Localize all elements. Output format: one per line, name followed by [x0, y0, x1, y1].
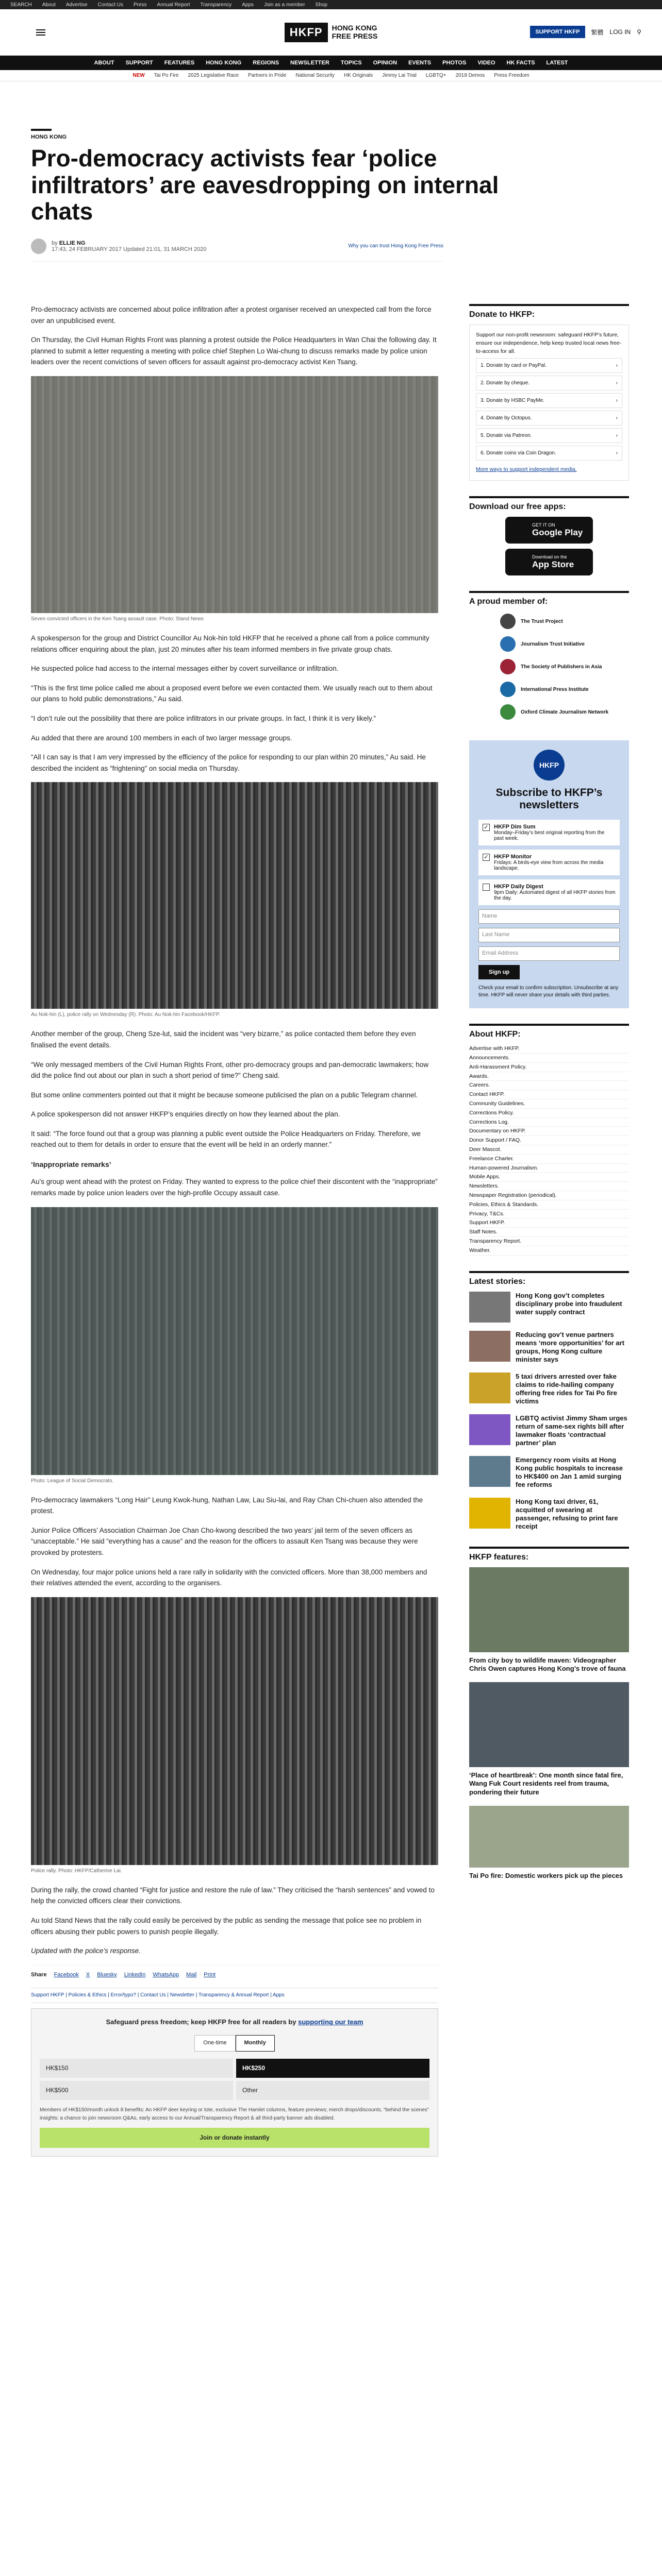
- option-desc: Monday–Friday’s best original reporting from the past week.: [494, 830, 605, 842]
- payment-options: [476, 358, 622, 461]
- email-field[interactable]: Email Address: [478, 946, 620, 961]
- payment-label: 3. Donate by HSBC PayMe.: [481, 398, 544, 404]
- payment-option[interactable]: [476, 393, 622, 408]
- story-title: Hong Kong taxi driver, 61, acquitted of swearing at passenger, refusing to print fare receipt: [516, 1497, 618, 1531]
- about-link[interactable]: Donor Support / FAQ.: [469, 1136, 629, 1145]
- article-title: Pro-democracy activists fear ‘police infiltrators’ are eavesdropping on internal chats: [31, 145, 499, 225]
- trending-lgbtq[interactable]: LGBTQ+: [425, 73, 446, 78]
- feature-image: [469, 1682, 629, 1767]
- member-name: Journalism Trust Initiative: [521, 641, 585, 647]
- article-photo-rally: [31, 782, 438, 1009]
- trending-2019-demos[interactable]: 2019 Demos: [455, 73, 485, 78]
- about-link[interactable]: Contact HKFP.: [469, 1090, 629, 1099]
- trending-hk-originals[interactable]: HK Originals: [343, 73, 373, 78]
- amount-grid: [40, 2059, 429, 2100]
- monthly-option[interactable]: Monthly: [236, 2035, 275, 2052]
- donate-widget: [469, 325, 629, 481]
- donate-heading: [40, 2017, 429, 2028]
- paragraph: It said: “The force found out that a group was planning a public event outside the Police Headquarters on Friday. Therefore, we reached out to them for details in order to ensure that the event will be held in an orderly manner.”: [31, 1129, 421, 1149]
- site-header: [0, 9, 662, 56]
- sopa-icon: [500, 659, 516, 674]
- donate-box: [31, 2008, 438, 2157]
- nav-features[interactable]: FEATURES: [164, 60, 195, 66]
- paragraph: On Wednesday, four major police unions held a rare rally in solidarity with the convicted officers. More than 38,000 members and their relatives attended the event, according to the organisers.: [31, 1568, 427, 1587]
- join-donate-button[interactable]: Join or donate instantly: [40, 2128, 429, 2148]
- paragraph: Pro-democracy activists are concerned about police infiltration after a protest organiser received an unexpected call from the force over an unpublicised event.: [31, 306, 432, 325]
- topbar-link-press[interactable]: Press: [133, 2, 147, 8]
- latest-story[interactable]: [469, 1372, 629, 1406]
- support-links[interactable]: Support HKFP | Policies & Ethics | Error/typo? | Contact Us | Newsletter | Transparency & Annual Report | Apps: [31, 1988, 438, 2003]
- about-link[interactable]: Freelance Charter.: [469, 1155, 629, 1164]
- nav-about[interactable]: ABOUT: [94, 60, 114, 66]
- member-name: Oxford Climate Journalism Network: [521, 709, 609, 715]
- story-title: Emergency room visits at Hong Kong public hospitals to increase to HK$400 on Jan 1 amid surging fee reforms: [516, 1455, 623, 1489]
- newsletter-option-dim-sum[interactable]: [478, 820, 620, 845]
- option-name: HKFP Dim Sum: [494, 824, 536, 831]
- story-title: Reducing gov’t venue partners means ‘more opportunities’ for art groups, Hong Kong culture minister says: [516, 1330, 624, 1364]
- about-link[interactable]: Anti-Harassment Policy.: [469, 1063, 629, 1072]
- apple-big: App Store: [532, 560, 574, 569]
- nav-photos[interactable]: PHOTOS: [442, 60, 467, 66]
- article-photo-officers: [31, 376, 438, 613]
- amount-option-selected[interactable]: HK$250: [236, 2059, 429, 2078]
- payment-option[interactable]: [476, 411, 622, 426]
- update-note: Updated with the police’s response.: [31, 1947, 141, 1955]
- feature-story[interactable]: [469, 1806, 629, 1880]
- about-link[interactable]: Newsletters.: [469, 1182, 629, 1191]
- paragraph: A spokesperson for the group and District Councillor Au Nok-hin told HKFP that he received a phone call from a police community relations officer enquiring about the plan, just 20 minutes after his team informed members in five private group chats.: [31, 634, 429, 653]
- logo-text: [332, 24, 378, 40]
- about-link[interactable]: Corrections Log.: [469, 1118, 629, 1127]
- about-links: [469, 1044, 629, 1255]
- nav-support[interactable]: SUPPORT: [125, 60, 153, 66]
- logo-line1: HONG KONG: [332, 24, 377, 32]
- nav-latest[interactable]: LATEST: [546, 60, 568, 66]
- about-link[interactable]: Newspaper Registration (periodical).: [469, 1191, 629, 1200]
- about-link[interactable]: Advertise with HKFP.: [469, 1044, 629, 1054]
- share-x[interactable]: X: [86, 1971, 90, 1978]
- section-heading: ‘Inappropriate remarks’: [31, 1160, 111, 1169]
- last-name-field[interactable]: Last Name: [478, 928, 620, 942]
- paragraph: “All I can say is that I am very impressed by the efficiency of the police for responding to our plan within 20 minutes,” Au said. He described the incident as “frightening” on social media on Thursday.: [31, 753, 426, 772]
- feature-title: Tai Po fire: Domestic workers pick up the pieces: [469, 1871, 623, 1879]
- paragraph: Au’s group went ahead with the protest on Friday. They wanted to express to the police chief their discontent with the “inappropriate” remarks made by police union leaders over the high-profile Occupy assault case.: [31, 1178, 438, 1197]
- option-desc: Fridays: A birds-eye view from across the media landscape.: [494, 860, 604, 872]
- about-link[interactable]: Awards.: [469, 1072, 629, 1081]
- topbar-link-advertise[interactable]: Advertise: [65, 2, 88, 8]
- feature-title: ‘Place of heartbreak’: One month since fatal fire, Wang Fuk Court residents reel from trauma, pondering their future: [469, 1771, 623, 1796]
- newsletter-title: Subscribe to HKFP’s newsletters: [495, 787, 603, 811]
- chevron-right-icon: ›: [616, 415, 618, 421]
- trust-link[interactable]: Why you can trust Hong Kong Free Press: [348, 243, 443, 249]
- share-label: Share: [31, 1971, 47, 1978]
- feature-image: [469, 1567, 629, 1652]
- member-logo[interactable]: [500, 636, 629, 652]
- byline-text: [52, 240, 206, 252]
- donate-text: Support our non-profit newsroom: safeguard HKFP’s future, ensure our independence, help keep trusted local news free-to-access for all.: [476, 332, 621, 354]
- sign-up-button[interactable]: Sign up: [478, 965, 520, 979]
- about-link[interactable]: Privacy, T&Cs.: [469, 1210, 629, 1219]
- paragraph: A police spokesperson did not answer HKFP’s enquiries directly on how they learned about the plan.: [31, 1110, 340, 1118]
- topbar-link-contact[interactable]: Contact Us: [97, 2, 123, 8]
- story-thumbnail: [469, 1414, 510, 1445]
- author-link[interactable]: ELLIE NG: [59, 240, 86, 246]
- feature-title: From city boy to wildlife maven: Videographer Chris Owen captures Hong Kong’s trove of fauna: [469, 1656, 626, 1672]
- share-print[interactable]: Print: [204, 1971, 216, 1978]
- paragraph: Another member of the group, Cheng Sze-lut, said the incident was “very bizarre,” as police contacted them before they even finalised the event details.: [31, 1030, 416, 1049]
- paragraph: “I don’t rule out the possibility that there are police infiltrators in our private groups. In fact, I think it is very likely.”: [31, 714, 376, 722]
- nav-regions[interactable]: REGIONS: [253, 60, 279, 66]
- paragraph: Pro-democracy lawmakers “Long Hair” Leung Kwok-hung, Nathan Law, Lau Siu-lai, and Ray Chan Chi-chuen also attended the protest.: [31, 1496, 423, 1515]
- menu-icon[interactable]: [36, 28, 45, 37]
- gplay-small: GET IT ON: [532, 522, 555, 528]
- language-link[interactable]: 繁體: [591, 28, 604, 36]
- nav-hk-facts[interactable]: HK FACTS: [506, 60, 535, 66]
- story-title: LGBTQ activist Jimmy Sham urges return of same-sex rights bill after lawmaker floats ‘contractual partner’ plan: [516, 1414, 627, 1447]
- author-avatar: [31, 239, 46, 254]
- topbar-link-join[interactable]: Join as a member: [264, 2, 305, 8]
- search-link[interactable]: SEARCH: [10, 2, 32, 8]
- chevron-right-icon: ›: [616, 450, 618, 456]
- section-label[interactable]: HONG KONG: [31, 129, 52, 140]
- feature-story[interactable]: [469, 1682, 629, 1797]
- trending-national-security[interactable]: National Security: [295, 73, 335, 78]
- story-thumbnail: [469, 1372, 510, 1403]
- payment-label: 5. Donate via Patreon.: [481, 433, 532, 439]
- support-hkfp-button[interactable]: SUPPORT HKFP: [530, 26, 585, 38]
- story-thumbnail: [469, 1292, 510, 1323]
- header-actions: [530, 26, 641, 38]
- share-whatsapp[interactable]: WhatsApp: [153, 1971, 179, 1978]
- nav-opinion[interactable]: OPINION: [373, 60, 398, 66]
- feature-image: [469, 1806, 629, 1868]
- option-name: HKFP Monitor: [494, 854, 532, 860]
- paragraph: Junior Police Officers’ Association Chairman Joe Chan Cho-kwong described the two years’ jail term of the seven officers as “unacceptable.” He said “everything has a cause” and the reason for the officers to assault Ken Tsang was because they were provoked by protesters.: [31, 1526, 418, 1557]
- amount-option[interactable]: HK$500: [40, 2081, 233, 2100]
- latest-story[interactable]: [469, 1414, 629, 1448]
- login-link[interactable]: LOG IN: [609, 28, 631, 36]
- story-title: 5 taxi drivers arrested over fake claims to ride-hailing company offering free rides for Tai Po fire victims: [516, 1372, 617, 1405]
- about-link[interactable]: Documentary on HKFP.: [469, 1127, 629, 1136]
- main-nav: [0, 56, 662, 70]
- payment-label: 1. Donate by card or PayPal.: [481, 363, 547, 369]
- trending-partners-pride[interactable]: Partners in Pride: [247, 73, 287, 78]
- topbar-link-about[interactable]: About: [42, 2, 56, 8]
- option-desc: 9pm Daily: Automated digest of all HKFP stories from the day.: [494, 890, 616, 902]
- about-link[interactable]: Human-powered Journalism.: [469, 1164, 629, 1173]
- about-link[interactable]: Deer Mascot.: [469, 1145, 629, 1155]
- photo-caption: Police rally. Photo: HKFP/Catherine Lai.: [31, 1868, 122, 1874]
- story-title: Hong Kong gov’t completes disciplinary probe into fraudulent water supply contract: [516, 1291, 622, 1316]
- newsletter-option-daily-digest[interactable]: [478, 879, 620, 905]
- newsletter-option-monitor[interactable]: [478, 850, 620, 875]
- member-benefits-note: Members of HK$150/month unlock 8 benefits: An HKFP deer keyring or tote, exclusive The Hamlet columns, feature previews; merch drops/discounts, “behind the scenes” insights; a chance to join newsroom Q&As, early access to our Annual/Transparency Report & all third-party banner ads disabled.: [40, 2107, 429, 2122]
- top-utility-bar: [0, 0, 662, 9]
- nav-newsletter[interactable]: NEWSLETTER: [290, 60, 329, 66]
- nav-events[interactable]: EVENTS: [408, 60, 432, 66]
- trending-press-freedom[interactable]: Press Freedom: [494, 73, 529, 78]
- amount-option-other[interactable]: Other: [236, 2081, 429, 2100]
- one-time-option[interactable]: One-time: [194, 2035, 235, 2052]
- jti-icon: [500, 636, 516, 652]
- about-link[interactable]: Transparency Report.: [469, 1237, 629, 1246]
- trending-nav: [0, 70, 662, 81]
- ipi-icon: [500, 682, 516, 697]
- share-bluesky[interactable]: Bluesky: [97, 1971, 117, 1978]
- checkbox[interactable]: ✓: [483, 824, 490, 831]
- logo-mark: HKFP: [285, 23, 328, 42]
- member-logo[interactable]: [500, 614, 629, 629]
- gplay-big: Google Play: [532, 528, 583, 537]
- donate-heading-link[interactable]: supporting our team: [298, 2018, 363, 2026]
- payment-option[interactable]: [476, 428, 622, 443]
- about-link[interactable]: Policies, Ethics & Standards.: [469, 1200, 629, 1210]
- search-icon[interactable]: ⚲: [637, 28, 641, 36]
- logo-line2: FREE PRESS: [332, 31, 378, 40]
- donate-title: Donate to HKFP:: [469, 304, 629, 319]
- article-dates: 17:43, 24 FEBRUARY 2017 Updated 21:01, 31 MARCH 2020: [52, 246, 207, 252]
- features-title: HKFP features:: [469, 1547, 629, 1562]
- nav-topics[interactable]: TOPICS: [340, 60, 362, 66]
- about-link[interactable]: Careers.: [469, 1081, 629, 1090]
- about-link[interactable]: Mobile Apps.: [469, 1173, 629, 1182]
- chevron-right-icon: ›: [616, 398, 618, 404]
- about-link[interactable]: Community Guidelines.: [469, 1099, 629, 1109]
- app-store-badge[interactable]: [505, 549, 593, 575]
- paragraph: But some online commenters pointed out that it might be because someone publicised the plan on a public Telegram channel.: [31, 1091, 418, 1099]
- main-content: [31, 129, 629, 2142]
- about-link[interactable]: Support HKFP.: [469, 1218, 629, 1228]
- paragraph: “This is the first time police called me about a proposed event before we even contacted them. We usually reach out to them about our plans to hold public demonstrations,” Au said.: [31, 684, 433, 703]
- latest-story[interactable]: [469, 1331, 629, 1364]
- frequency-toggle: [40, 2035, 429, 2052]
- latest-story[interactable]: [469, 1498, 629, 1531]
- member-title: A proud member of:: [469, 591, 629, 606]
- nav-hong-kong[interactable]: HONG KONG: [206, 60, 242, 66]
- share-mail[interactable]: Mail: [186, 1971, 197, 1978]
- chevron-right-icon: ›: [616, 380, 618, 386]
- payment-label: 6. Donate coins via Coin Dragon.: [481, 450, 556, 456]
- payment-label: 2. Donate by cheque.: [481, 380, 530, 386]
- share-linkedin[interactable]: LinkedIn: [124, 1971, 146, 1978]
- feature-story[interactable]: [469, 1567, 629, 1673]
- chevron-right-icon: ›: [616, 363, 618, 369]
- paragraph: “We only messaged members of the Civil Human Rights Front, other pro-democracy groups and pan-democratic lawmakers; how did the police find out about our plan in such a short period of time?” Cheng said.: [31, 1060, 429, 1080]
- topbar-link-transparency[interactable]: Transparency: [200, 2, 232, 8]
- trust-project-icon: [500, 614, 516, 629]
- article-photo-protest: [31, 1207, 438, 1475]
- share-bar: [31, 1965, 438, 1980]
- newsletter-signup: [469, 740, 629, 1008]
- hkfp-logo-icon: HKFP: [534, 750, 565, 781]
- paragraph: He suspected police had access to the internal messages either by covert surveillance or infiltration.: [31, 665, 339, 673]
- about-link[interactable]: Weather.: [469, 1246, 629, 1256]
- member-logo[interactable]: [500, 682, 629, 697]
- member-name: The Society of Publishers in Asia: [521, 664, 602, 670]
- site-logo[interactable]: [285, 23, 378, 42]
- newsletter-note: Check your email to confirm subscription. Unsubscribe at any time. HKFP will never share your details with third parties.: [478, 985, 619, 998]
- paragraph: Au told Stand News that the rally could easily be perceived by the public as sending the message that police see no problem in officers abusing their public powers to punish people illegally.: [31, 1916, 422, 1936]
- topbar-link-shop[interactable]: Shop: [315, 2, 327, 8]
- payment-option[interactable]: [476, 376, 622, 391]
- topbar-link-apps[interactable]: Apps: [242, 2, 254, 8]
- share-facebook[interactable]: Facebook: [54, 1971, 79, 1978]
- latest-title: Latest stories:: [469, 1271, 629, 1286]
- checkbox[interactable]: [483, 884, 490, 891]
- checkbox[interactable]: ✓: [483, 854, 490, 861]
- member-logo[interactable]: [500, 659, 629, 674]
- paragraph: During the rally, the crowd chanted “Fight for justice and restore the rule of law.” They criticised the “harsh sentences” and vowed to help the convicted officers clear their convictions.: [31, 1886, 435, 1905]
- apple-small: Download on the: [532, 554, 567, 560]
- latest-story[interactable]: [469, 1456, 629, 1489]
- member-logo[interactable]: [500, 704, 629, 720]
- apps-title: Download our free apps:: [469, 496, 629, 512]
- article-photo-police-rally: [31, 1597, 438, 1865]
- payment-label: 4. Donate by Octopus.: [481, 415, 532, 421]
- trending-jimmy-lai[interactable]: Jimmy Lai Trial: [382, 73, 417, 78]
- trending-legislative[interactable]: 2025 Legislative Race: [188, 73, 239, 78]
- paragraph: Au added that there are around 100 members in each of two larger message groups.: [31, 734, 292, 742]
- payment-option[interactable]: [476, 358, 622, 373]
- story-thumbnail: [469, 1456, 510, 1487]
- member-name: The Trust Project: [521, 618, 563, 624]
- byline: [31, 239, 443, 262]
- google-play-badge[interactable]: [505, 517, 593, 544]
- photo-caption: Au Nok-hin (L), police rally on Wednesday (R). Photo: Au Nok-hin Facebook/HKFP.: [31, 1012, 221, 1018]
- about-link[interactable]: Announcements.: [469, 1054, 629, 1063]
- sidebar: [469, 304, 629, 1889]
- nav-video[interactable]: VIDEO: [477, 60, 495, 66]
- oxford-climate-icon: [500, 704, 516, 720]
- trending-tai-po-fire[interactable]: Tai Po Fire: [154, 73, 179, 78]
- about-link[interactable]: Corrections Policy.: [469, 1109, 629, 1118]
- member-name: International Press Institute: [521, 686, 589, 692]
- byline-prefix: by: [52, 240, 58, 246]
- topbar-link-annual-report[interactable]: Annual Report: [157, 2, 190, 8]
- photo-caption: Photo: League of Social Democrats.: [31, 1478, 114, 1484]
- payment-option[interactable]: [476, 446, 622, 461]
- more-ways-link[interactable]: More ways to support independent media.: [476, 466, 577, 473]
- first-name-field[interactable]: Name: [478, 909, 620, 924]
- new-badge: NEW: [133, 73, 145, 78]
- photo-caption: Seven convicted officers in the Ken Tsang assault case. Photo: Stand News: [31, 616, 204, 622]
- story-thumbnail: [469, 1498, 510, 1529]
- about-title: About HKFP:: [469, 1024, 629, 1039]
- paragraph: On Thursday, the Civil Human Rights Front was planning a protest outside the Police Headquarters in Wan Chai the following day. It planned to submit a letter requesting a meeting with police chief Stephen Lo Wai-chung to discuss remarks made by police union leaders over the recent convictions of seven officers for assault against pro-democracy activist Ken Tsang.: [31, 336, 437, 366]
- about-link[interactable]: Staff Notes.: [469, 1228, 629, 1237]
- chevron-right-icon: ›: [616, 433, 618, 439]
- donate-heading-text: Safeguard press freedom; keep HKFP free for all readers by: [106, 2018, 296, 2026]
- amount-option[interactable]: HK$150: [40, 2059, 233, 2078]
- article-body: [31, 304, 438, 2157]
- story-thumbnail: [469, 1331, 510, 1362]
- option-name: HKFP Daily Digest: [494, 884, 543, 890]
- latest-story[interactable]: [469, 1292, 629, 1323]
